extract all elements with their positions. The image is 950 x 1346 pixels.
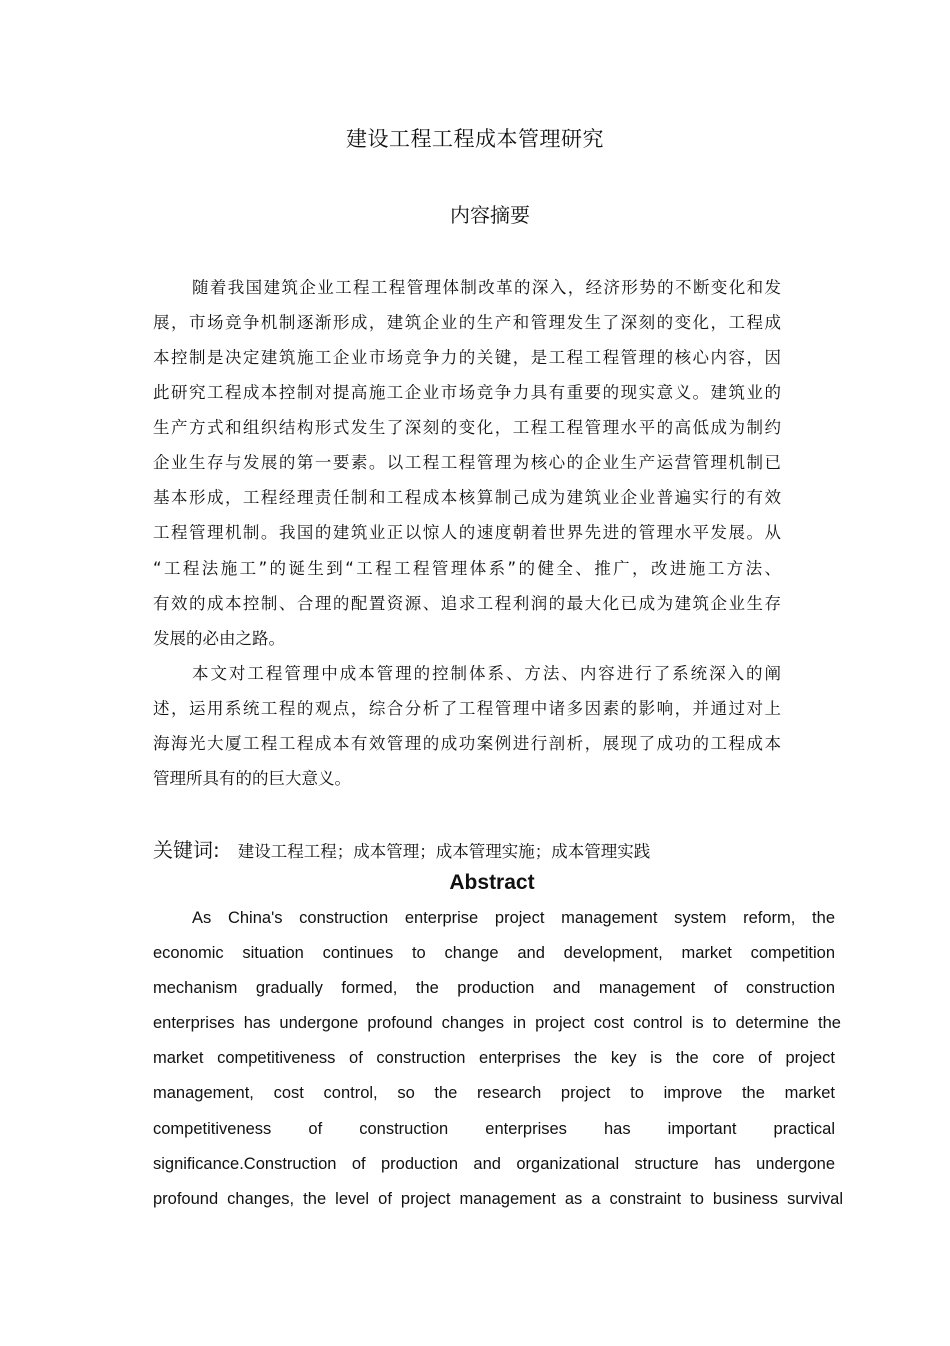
abstract-en-line: significance.Construction of production and organizational structure has undergone xyxy=(153,1155,835,1173)
abstract-cn-p2-line: 述，运用系统工程的观点，综合分析了工程管理中诸多因素的影响，并通过对上 xyxy=(153,699,781,718)
abstract-cn-p2-line: 管理所具有的的巨大意义。 xyxy=(153,769,351,788)
abstract-cn-p1-line: 此研究工程成本控制对提高施工企业市场竞争力具有重要的现实意义。建筑业的 xyxy=(153,383,781,402)
abstract-cn-p1-line: 基本形成，工程经理责任制和工程成本核算制己成为建筑业企业普遍实行的有效 xyxy=(153,488,781,507)
abstract-en-line: profound changes, the level of project management as a constraint to business survival xyxy=(153,1190,843,1208)
abstract-cn-p1-line: 有效的成本控制、合理的配置资源、追求工程利润的最大化已成为建筑企业生存 xyxy=(153,594,781,613)
abstract-cn-p1-line: “工程法施工”的诞生到“工程工程管理体系”的健全、推广，改进施工方法、 xyxy=(153,559,781,578)
abstract-heading-en: Abstract xyxy=(449,871,535,894)
abstract-en-line: economic situation continues to change and development, market competition xyxy=(153,944,835,962)
abstract-cn-p1-line: 本控制是决定建筑施工企业市场竞争力的关键，是工程工程管理的核心内容，因 xyxy=(153,348,781,367)
abstract-cn-p1-line: 生产方式和组织结构形式发生了深刻的变化，工程工程管理水平的高低成为制约 xyxy=(153,418,781,437)
abstract-cn-p1-line: 展，市场竞争机制逐渐形成，建筑企业的生产和管理发生了深刻的变化，工程成 xyxy=(153,313,781,332)
abstract-cn-p1-line: 工程管理机制。我国的建筑业正以惊人的速度朝着世界先进的管理水平发展。从 xyxy=(153,523,781,542)
abstract-en-line: enterprises has undergone profound changes in project cost control is to determine the xyxy=(153,1014,841,1032)
keywords-text: 建设工程工程；成本管理；成本管理实施；成本管理实践 xyxy=(237,842,651,861)
abstract-cn-p1-line: 企业生存与发展的第一要素。以工程工程管理为核心的企业生产运营管理机制已 xyxy=(153,453,781,472)
keywords-row xyxy=(153,836,650,866)
abstract-en-line: mechanism gradually formed, the production and management of construction xyxy=(153,979,835,997)
abstract-heading-cn: 内容摘要 xyxy=(450,203,530,227)
abstract-en-line: As China's construction enterprise project management system reform, the xyxy=(192,909,835,927)
document-title: 建设工程工程成本管理研究 xyxy=(346,127,604,151)
abstract-en-line: management, cost control, so the research project to improve the market xyxy=(153,1084,835,1102)
abstract-cn-p1-line: 随着我国建筑企业工程工程管理体制改革的深入，经济形势的不断变化和发 xyxy=(192,278,781,297)
abstract-cn-p2-line: 海海光大厦工程工程成本有效管理的成功案例进行剖析，展现了成功的工程成本 xyxy=(153,734,781,753)
abstract-en-line: market competitiveness of construction enterprises the key is the core of project xyxy=(153,1049,835,1067)
abstract-cn-p1-line: 发展的必由之路。 xyxy=(153,629,285,648)
abstract-cn-p2-line: 本文对工程管理中成本管理的控制体系、方法、内容进行了系统深入的阐 xyxy=(192,664,781,683)
keywords-label: 关键词: xyxy=(153,838,220,862)
abstract-en-line: competitiveness of construction enterprises has important practical xyxy=(153,1120,835,1138)
